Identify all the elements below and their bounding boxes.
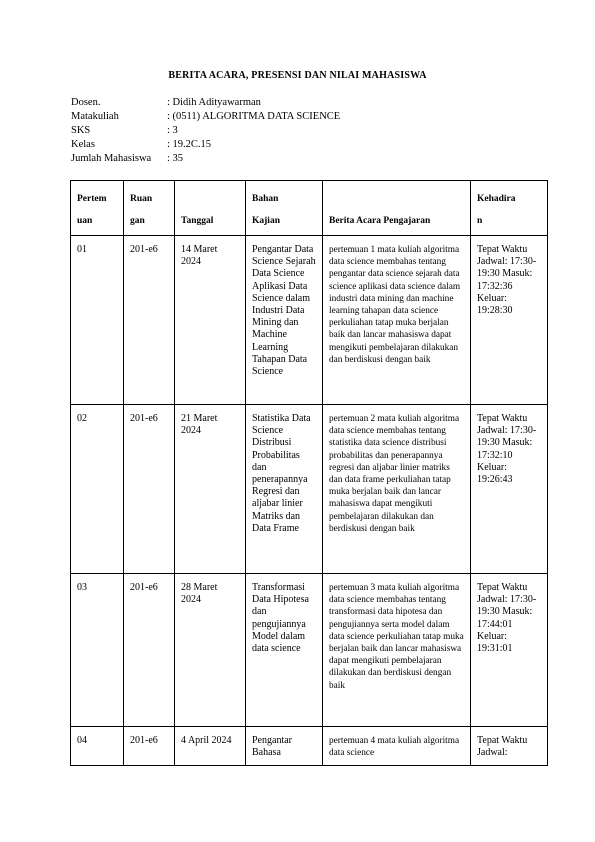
cell-bahan: Pengantar Data Science Sejarah Data Science Aplikasi Data Science dalam Industri Data Mining dan Machine Learning Tahapan Data Science [246, 236, 323, 405]
cell-tanggal: 28 Maret 2024 [175, 574, 246, 727]
info-label: Kelas [71, 139, 95, 150]
cell-bahan: Transformasi Data Hipotesa dan pengujiannya Model dalam data science [246, 574, 323, 727]
table-row [71, 405, 548, 574]
info-block [71, 96, 340, 166]
header-pertemuan [71, 181, 124, 236]
cell-pertemuan: 01 [71, 236, 124, 405]
header-text: Pertem [77, 194, 107, 204]
cell-berita: pertemuan 1 mata kuliah algoritma data science membahas tentang pengantar data science sejarah data science aplikasi data science dalam industri data mining dan machine learning tahapan data science perkuliahan tatap muka berjalan baik dan lancar mahasiswa dapat mengikuti pembelajaran dilakukan dan berdiskusi dengan baik [323, 236, 471, 405]
info-row-matakuliah [71, 110, 340, 124]
info-row-dosen [71, 96, 340, 110]
header-ruangan [124, 181, 175, 236]
header-tanggal [175, 181, 246, 236]
header-text: Kajian [252, 215, 280, 226]
cell-pertemuan: 02 [71, 405, 124, 574]
cell-ruang: 201-e6 [124, 405, 175, 574]
table-row [71, 574, 548, 727]
cell-berita: pertemuan 2 mata kuliah algoritma data science membahas tentang statistika data science distribusi probabilitas dan penerapannya regresi dan aljabar linier matriks dan data frame perkuliahan tatap muka berjalan baik dan lancar mahasiswa dapat mengikuti pembelajaran dilakukan dan berdiskusi dengan baik [323, 405, 471, 574]
header-text: Tanggal [181, 215, 214, 226]
cell-kehadiran: Tepat Waktu Jadwal: 17:30-19:30 Masuk: 17:32:10 Keluar: 19:26:43 [471, 405, 548, 574]
info-label: Matakuliah [71, 111, 119, 122]
cell-pertemuan: 04 [71, 727, 124, 766]
header-text: Kehadira [477, 194, 516, 204]
cell-berita: pertemuan 3 mata kuliah algoritma data science membahas tentang transformasi data hipotesa dan pengujiannya serta model dalam data science perkuliahan tatap muka berjalan baik dan lancar mahasiswa dapat mengikuti pembelajaran dilakukan dan berdiskusi dengan baik [323, 574, 471, 727]
header-text: Ruan [130, 194, 153, 204]
header-text: n [477, 215, 483, 226]
info-row-kelas [71, 138, 340, 152]
cell-pertemuan: 03 [71, 574, 124, 727]
info-value: : 3 [167, 125, 178, 136]
attendance-table [70, 180, 548, 766]
table-row [71, 236, 548, 405]
document-title: BERITA ACARA, PRESENSI DAN NILAI MAHASISWA [168, 70, 427, 81]
header-text: Bahan [252, 194, 279, 204]
cell-tanggal: 4 April 2024 [175, 727, 246, 766]
info-row-sks [71, 124, 340, 138]
cell-tanggal: 14 Maret 2024 [175, 236, 246, 405]
info-label: SKS [71, 125, 91, 136]
table-header-row [71, 181, 548, 236]
cell-bahan: Pengantar Bahasa [246, 727, 323, 766]
cell-kehadiran: Tepat Waktu Jadwal: [471, 727, 548, 766]
header-berita-acara [323, 181, 471, 236]
cell-bahan: Statistika Data Science Distribusi Probabilitas dan penerapannya Regresi dan aljabar linier Matriks dan Data Frame [246, 405, 323, 574]
cell-kehadiran: Tepat Waktu Jadwal: 17:30-19:30 Masuk: 17:32:36 Keluar: 19:28:30 [471, 236, 548, 405]
header-bahan-kajian [246, 181, 323, 236]
info-row-jumlah-mahasiswa [71, 152, 340, 166]
cell-berita: pertemuan 4 mata kuliah algoritma data science [323, 727, 471, 766]
cell-ruang: 201-e6 [124, 574, 175, 727]
cell-tanggal: 21 Maret 2024 [175, 405, 246, 574]
header-text: gan [130, 215, 145, 226]
cell-ruang: 201-e6 [124, 727, 175, 766]
info-value: : (0511) ALGORITMA DATA SCIENCE [167, 111, 341, 122]
header-text: uan [77, 215, 93, 226]
info-label: Jumlah Mahasiswa [71, 153, 152, 164]
cell-ruang: 201-e6 [124, 236, 175, 405]
info-label: Dosen. [71, 97, 101, 108]
cell-kehadiran: Tepat Waktu Jadwal: 17:30-19:30 Masuk: 17:44:01 Keluar: 19:31:01 [471, 574, 548, 727]
header-kehadiran [471, 181, 548, 236]
table-row [71, 727, 548, 766]
info-value: : 35 [167, 153, 184, 164]
info-value: : 19.2C.15 [167, 139, 212, 150]
header-text: Berita Acara Pengajaran [329, 215, 431, 226]
info-value: : Didih Adityawarman [167, 97, 261, 108]
